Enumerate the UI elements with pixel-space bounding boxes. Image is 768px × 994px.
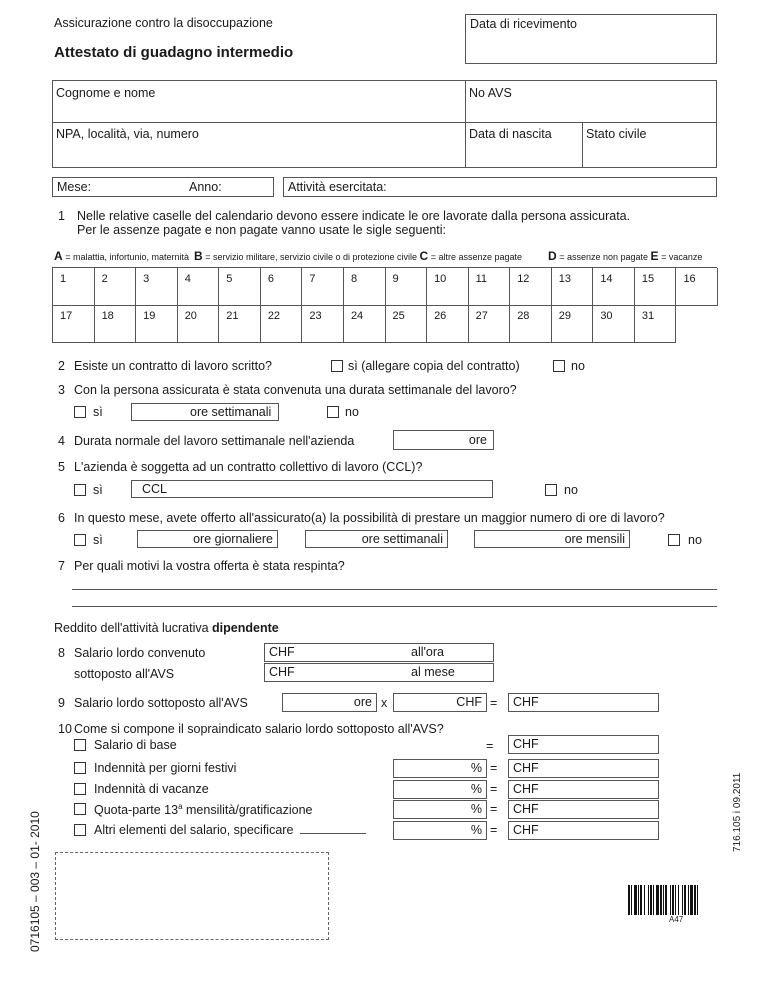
calendar-day-number: 30	[600, 310, 613, 322]
absence-legend-2	[548, 249, 702, 263]
calendar-day-cell[interactable]	[344, 305, 386, 343]
q2-yes-label: sì (allegare copia del contratto)	[348, 359, 520, 373]
q5-yes-checkbox[interactable]	[74, 484, 86, 496]
q4-text: Durata normale del lavoro settimanale nell'azienda	[74, 434, 355, 448]
month-year-field[interactable]	[52, 177, 274, 197]
calendar-day-number: 26	[434, 310, 447, 322]
q8-text-2: sottoposto all'AVS	[74, 667, 175, 681]
barcode-bar	[684, 885, 686, 915]
other-salary-percent-sign: %	[470, 823, 482, 837]
calendar-day-cell[interactable]	[261, 268, 303, 306]
thirteenth-salary-percent-input[interactable]	[393, 800, 487, 819]
thirteenth-salary-checkbox[interactable]	[74, 803, 86, 815]
identity-vdivider	[465, 80, 466, 168]
legend-d-text: = assenze non pagate	[559, 252, 649, 262]
name-field[interactable]: Cognome e nome	[56, 86, 156, 100]
identity-divider	[52, 122, 717, 123]
barcode-bar	[694, 885, 696, 915]
base-salary-label: Salario di base	[94, 738, 177, 752]
civil-status-field[interactable]: Stato civile	[586, 127, 647, 141]
legend-d-key: D	[548, 249, 557, 263]
stamp-signature-area[interactable]	[55, 852, 329, 940]
q3-number: 3	[58, 383, 65, 397]
calendar-row-2	[52, 305, 676, 343]
barcode-bar	[631, 885, 632, 915]
vacation-pay-label: Indennità di vacanze	[94, 782, 209, 796]
q6-number: 6	[58, 511, 65, 525]
calendar-day-number: 15	[641, 273, 655, 285]
q3-yes-checkbox[interactable]	[74, 406, 86, 418]
calendar-day-number: 7	[309, 273, 316, 285]
ccl-input[interactable]	[131, 480, 493, 498]
calendar-day-cell[interactable]	[635, 305, 677, 343]
barcode-bar	[688, 885, 689, 915]
holiday-pay-equals: =	[490, 761, 498, 775]
month-label: Mese:	[57, 180, 92, 194]
calendar-day-number: 25	[392, 310, 405, 322]
year-label: Anno:	[189, 180, 222, 194]
barcode-bar	[656, 885, 659, 915]
barcode-icon	[628, 885, 716, 915]
holiday-pay-percent-sign: %	[470, 761, 482, 775]
q2-number: 2	[58, 359, 65, 373]
calendar-day-number: 24	[350, 310, 364, 322]
q7-answer-line-1[interactable]	[72, 589, 717, 590]
calendar-day-number: 23	[309, 310, 322, 322]
q9-equals: =	[490, 696, 498, 710]
calendar-day-number: 4	[184, 273, 191, 285]
absence-legend	[54, 249, 522, 263]
q7-number: 7	[58, 559, 65, 573]
vacation-pay-percent-input[interactable]	[393, 780, 487, 799]
calendar-day-number: 3	[143, 273, 150, 285]
calendar-day-number: 1	[60, 273, 67, 285]
daily-hours-unit: ore giornaliere	[193, 532, 273, 546]
calendar-day-number: 20	[184, 310, 197, 322]
q8-number: 8	[58, 646, 65, 660]
calendar-day-number: 18	[101, 310, 114, 322]
thirteenth-salary-currency: CHF	[513, 802, 539, 816]
q7-answer-line-2[interactable]	[72, 606, 717, 607]
barcode-label: A47	[669, 915, 684, 924]
office-name: Assicurazione contro la disoccupazione	[54, 16, 273, 30]
calendar-day-number: 21	[226, 310, 239, 322]
hourly-wage-input[interactable]	[264, 643, 494, 662]
birth-date-field[interactable]: Data di nascita	[469, 127, 552, 141]
barcode-bar	[634, 885, 637, 915]
barcode-bar	[672, 885, 674, 915]
other-salary-equals: =	[490, 823, 498, 837]
monthly-wage-input[interactable]	[264, 663, 494, 682]
form-title: Attestato di guadagno intermedio	[54, 44, 294, 61]
base-salary-checkbox[interactable]	[74, 739, 86, 751]
q5-no-label: no	[564, 483, 578, 497]
thirteenth-salary-label	[94, 802, 312, 817]
calendar-day-cell[interactable]	[302, 305, 344, 343]
barcode-bar	[670, 885, 671, 915]
q2-text: Esiste un contratto di lavoro scritto?	[74, 359, 273, 373]
calendar-day-cell[interactable]	[427, 268, 469, 306]
barcode-bar	[697, 885, 698, 915]
calendar-day-number: 28	[517, 310, 530, 322]
calendar-day-cell[interactable]	[386, 305, 428, 343]
calendar-day-number: 2	[101, 273, 108, 285]
q6-yes-label: sì	[93, 533, 103, 547]
daily-hours-input[interactable]	[137, 530, 278, 548]
income-title-bold: dipendente	[212, 621, 279, 635]
calendar-day-number: 6	[267, 273, 274, 285]
hourly-wage-unit: all'ora	[411, 645, 444, 659]
q1-number: 1	[58, 209, 65, 223]
other-specify-line[interactable]	[300, 833, 366, 834]
calendar-day-number: 27	[475, 310, 488, 322]
vacation-pay-amount-input[interactable]	[508, 780, 659, 799]
legend-b-text: = servizio militare, servizio civile o di protezione civile	[205, 252, 418, 262]
calendar-day-cell[interactable]	[676, 268, 718, 306]
vacation-pay-equals: =	[490, 782, 498, 796]
thirteenth-superscript: a	[178, 802, 183, 811]
q2-yes-checkbox[interactable]	[331, 360, 343, 372]
vacation-pay-currency: CHF	[513, 782, 539, 796]
base-salary-equals: =	[486, 739, 494, 753]
thirteenth-label-rest: mensilità/gratificazione	[182, 803, 313, 818]
q3-text: Con la persona assicurata è stata convenuta una durata settimanale del lavoro?	[74, 383, 517, 397]
legend-c-key: C	[419, 249, 429, 263]
legend-a-text: = malattia, infortunio, maternità	[65, 252, 189, 262]
q6-yes-checkbox[interactable]	[74, 534, 86, 546]
avs-field[interactable]: No AVS	[469, 86, 512, 100]
q3-no-checkbox[interactable]	[327, 406, 339, 418]
calendar-day-cell[interactable]	[302, 268, 344, 306]
calendar-day-number: 9	[392, 273, 399, 285]
address-field[interactable]: NPA, località, via, numero	[56, 127, 199, 141]
legend-c-text: = altre assenze pagate	[430, 252, 523, 262]
calendar-day-cell[interactable]	[552, 268, 594, 306]
date-received-label: Data di ricevimento	[470, 17, 577, 31]
calendar-day-cell[interactable]	[95, 305, 137, 343]
calendar-day-cell[interactable]	[552, 305, 594, 343]
thirteenth-salary-percent-sign: %	[470, 802, 482, 816]
barcode-bar	[638, 885, 639, 915]
calendar-day-cell[interactable]	[178, 268, 220, 306]
calendar-day-cell[interactable]	[593, 305, 635, 343]
q3-no-label: no	[345, 405, 359, 419]
barcode-bar	[640, 885, 642, 915]
calendar-day-number: 11	[475, 273, 488, 285]
other-salary-label: Altri elementi del salario, specificare	[94, 823, 294, 837]
barcode-bar	[644, 885, 645, 915]
q9-rate-input[interactable]	[393, 693, 487, 712]
holiday-pay-percent-input[interactable]	[393, 759, 487, 778]
q3-yes-label: sì	[93, 405, 103, 419]
form-code-right: 716.105 i 09.2011	[732, 772, 743, 852]
q9-text: Salario lordo sottoposto all'AVS	[74, 696, 248, 710]
monthly-hours-input[interactable]	[474, 530, 630, 548]
calendar-day-number: 22	[267, 310, 281, 322]
q4-number: 4	[58, 434, 65, 448]
q9-result-currency: CHF	[513, 695, 539, 709]
calendar-day-cell[interactable]	[344, 268, 386, 306]
barcode-bar	[665, 885, 667, 915]
q6-text: In questo mese, avete offerto all'assicurato(a) la possibilità di prestare un maggior numero di ore di lavoro?	[74, 511, 665, 525]
calendar-day-cell[interactable]	[219, 305, 261, 343]
calendar-day-cell[interactable]	[95, 268, 137, 306]
calendar-day-number: 8	[350, 273, 358, 285]
activity-field[interactable]	[283, 177, 717, 197]
vacation-pay-percent-sign: %	[470, 782, 482, 796]
calendar-day-cell[interactable]	[469, 268, 511, 306]
q5-no-checkbox[interactable]	[545, 484, 557, 496]
income-section-title	[54, 621, 279, 635]
q1-text: Nelle relative caselle del calendario devono essere indicate le ore lavorate dalla persona assicurata.	[77, 209, 631, 223]
barcode-bar	[682, 885, 683, 915]
calendar-day-cell[interactable]	[593, 268, 635, 306]
q5-text: L'azienda è soggetta ad un contratto collettivo di lavoro (CCL)?	[74, 460, 423, 474]
thirteenth-salary-equals: =	[490, 802, 498, 816]
q2-no-checkbox[interactable]	[553, 360, 565, 372]
calendar-day-cell[interactable]	[136, 268, 178, 306]
calendar-day-number: 14	[600, 273, 613, 285]
weekly-hours-offer-input[interactable]	[305, 530, 448, 548]
holiday-pay-checkbox[interactable]	[74, 762, 86, 774]
weekly-hours-unit: ore settimanali	[190, 405, 272, 419]
q9-hours-unit: ore	[353, 695, 372, 709]
barcode-bar	[663, 885, 664, 915]
calendar-day-number: 17	[60, 310, 73, 322]
legend-e-text: = vacanze	[661, 252, 703, 262]
form-code-left: 0716105 – 003 – 01- 2010	[28, 811, 42, 952]
barcode-bar	[628, 885, 630, 915]
monthly-wage-unit: al mese	[411, 665, 455, 679]
q9-result-input[interactable]	[508, 693, 659, 712]
calendar-day-cell[interactable]	[635, 268, 677, 306]
calendar-day-cell[interactable]	[427, 305, 469, 343]
other-salary-percent-input[interactable]	[393, 821, 487, 840]
q7-text: Per quali motivi la vostra offerta è stata respinta?	[74, 559, 345, 573]
calendar-day-cell[interactable]	[136, 305, 178, 343]
other-salary-amount-input[interactable]	[508, 821, 659, 840]
calendar-day-cell[interactable]	[261, 305, 303, 343]
q1-text-2: Per le assenze pagate e non pagate vanno usate le sigle seguenti:	[77, 223, 447, 237]
holiday-pay-label: Indennità per giorni festivi	[94, 761, 237, 775]
monthly-hours-unit: ore mensili	[564, 532, 625, 546]
legend-e-key: E	[650, 249, 659, 263]
thirteenth-salary-amount-input[interactable]	[508, 800, 659, 819]
holiday-pay-currency: CHF	[513, 761, 539, 775]
income-title-pre: Reddito dell'attività lucrativa	[54, 621, 213, 635]
q2-no-label: no	[571, 359, 585, 373]
barcode-bar	[675, 885, 676, 915]
ccl-label: CCL	[142, 482, 168, 496]
vacation-pay-checkbox[interactable]	[74, 783, 86, 795]
calendar-day-number: 10	[434, 273, 447, 285]
weekly-hours-input[interactable]	[131, 403, 279, 421]
calendar-day-cell[interactable]	[510, 268, 552, 306]
base-salary-input[interactable]	[508, 735, 659, 754]
calendar-row-1	[52, 267, 717, 305]
calendar-day-number: 29	[558, 310, 571, 322]
q9-rate-currency: CHF	[456, 695, 482, 709]
calendar-day-number: 31	[641, 310, 655, 322]
barcode-bar	[690, 885, 693, 915]
calendar-day-cell[interactable]	[469, 305, 511, 343]
calendar-day-cell[interactable]	[53, 305, 95, 343]
calendar-day-number: 12	[517, 273, 530, 285]
q9-hours-input[interactable]	[282, 693, 377, 712]
barcode-bar	[650, 885, 652, 915]
calendar-day-cell[interactable]	[178, 305, 220, 343]
identity-vdivider-2	[582, 122, 583, 168]
barcode-bar	[678, 885, 679, 915]
calendar-day-number: 13	[558, 273, 571, 285]
hourly-wage-currency: CHF	[269, 645, 295, 659]
weekly-hours-offer-unit: ore settimanali	[361, 532, 443, 546]
date-received-field[interactable]	[465, 14, 717, 64]
calendar-day-number: 16	[683, 273, 696, 285]
barcode-bar	[653, 885, 654, 915]
other-salary-currency: CHF	[513, 823, 539, 837]
q6-no-label: no	[688, 533, 702, 547]
calendar-day-number: 19	[143, 310, 156, 322]
calendar-day-cell[interactable]	[53, 268, 95, 306]
activity-label: Attività esercitata:	[288, 180, 387, 194]
q10-number: 10	[58, 722, 72, 736]
thirteenth-label-text: Quota-parte 13	[94, 803, 179, 818]
q5-yes-label: sì	[93, 483, 103, 497]
holiday-pay-amount-input[interactable]	[508, 759, 659, 778]
normal-weekly-hours-input[interactable]	[393, 430, 494, 450]
q9-number: 9	[58, 696, 65, 710]
calendar-day-number: 5	[226, 273, 233, 285]
calendar-day-cell[interactable]	[386, 268, 428, 306]
calendar-day-cell[interactable]	[510, 305, 552, 343]
q8-text-1: Salario lordo convenuto	[74, 646, 206, 660]
barcode-bar	[648, 885, 649, 915]
calendar-day-cell[interactable]	[219, 268, 261, 306]
q5-number: 5	[58, 460, 65, 474]
monthly-wage-currency: CHF	[269, 665, 295, 679]
barcode-bar	[660, 885, 662, 915]
q6-no-checkbox[interactable]	[668, 534, 680, 546]
legend-b-key: B	[194, 249, 203, 263]
normal-weekly-hours-unit: ore	[468, 433, 487, 447]
q9-times: x	[381, 696, 388, 710]
q10-text: Come si compone il sopraindicato salario lordo sottoposto all'AVS?	[74, 722, 444, 736]
base-salary-currency: CHF	[513, 737, 539, 751]
other-salary-checkbox[interactable]	[74, 824, 86, 836]
legend-a-key: A	[54, 249, 63, 263]
